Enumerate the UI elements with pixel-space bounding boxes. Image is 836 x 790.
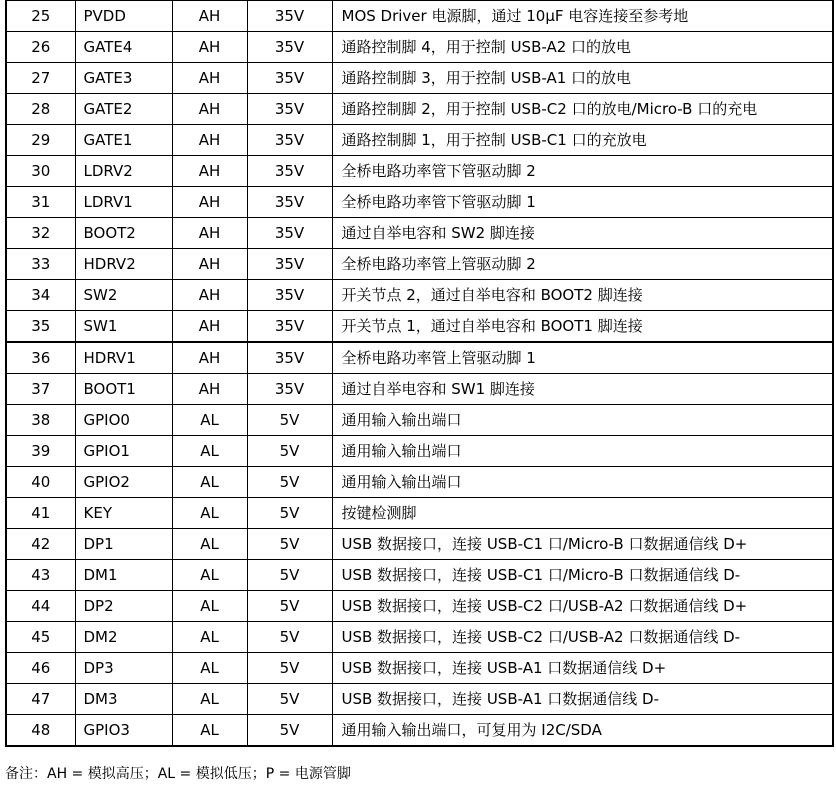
pin-description: 全桥电路功率管下管驱动脚 2 — [332, 156, 833, 187]
pin-type: AL — [172, 405, 247, 436]
pin-number: 43 — [6, 560, 75, 591]
pin-name: HDRV1 — [75, 342, 172, 374]
pin-description: 通用输入输出端口，可复用为 I2C/SDA — [332, 715, 833, 747]
pin-table-body — [6, 1, 833, 747]
table-row — [6, 1, 833, 32]
pin-voltage: 35V — [247, 94, 332, 125]
pin-name: GPIO3 — [75, 715, 172, 747]
pin-description: 通用输入输出端口 — [332, 405, 833, 436]
table-row — [6, 280, 833, 311]
pin-number: 40 — [6, 467, 75, 498]
table-row — [6, 32, 833, 63]
pin-number: 42 — [6, 529, 75, 560]
pin-voltage: 5V — [247, 684, 332, 715]
pin-number: 45 — [6, 622, 75, 653]
pin-description: USB 数据接口，连接 USB-C1 口/Micro-B 口数据通信线 D+ — [332, 529, 833, 560]
pin-name: LDRV2 — [75, 156, 172, 187]
pin-description: 开关节点 2，通过自举电容和 BOOT2 脚连接 — [332, 280, 833, 311]
pin-voltage: 5V — [247, 653, 332, 684]
pin-description: 开关节点 1，通过自举电容和 BOOT1 脚连接 — [332, 311, 833, 343]
pin-table — [5, 0, 834, 747]
pin-type: AH — [172, 156, 247, 187]
pin-description: MOS Driver 电源脚，通过 10μF 电容连接至参考地 — [332, 1, 833, 32]
pin-type: AL — [172, 529, 247, 560]
pin-description: 通过自举电容和 SW2 脚连接 — [332, 218, 833, 249]
pin-type: AL — [172, 436, 247, 467]
pin-name: HDRV2 — [75, 249, 172, 280]
pin-description: 通路控制脚 2，用于控制 USB-C2 口的放电/Micro-B 口的充电 — [332, 94, 833, 125]
table-row — [6, 622, 833, 653]
pin-type: AH — [172, 1, 247, 32]
table-row — [6, 405, 833, 436]
pin-name: BOOT1 — [75, 374, 172, 405]
pin-type: AL — [172, 591, 247, 622]
pin-name: DM3 — [75, 684, 172, 715]
pin-name: GATE1 — [75, 125, 172, 156]
pin-number: 30 — [6, 156, 75, 187]
pin-type: AH — [172, 374, 247, 405]
pin-voltage: 5V — [247, 715, 332, 747]
pin-number: 32 — [6, 218, 75, 249]
pin-number: 39 — [6, 436, 75, 467]
pin-description: USB 数据接口，连接 USB-A1 口数据通信线 D- — [332, 684, 833, 715]
table-row — [6, 311, 833, 343]
pin-description: 全桥电路功率管下管驱动脚 1 — [332, 187, 833, 218]
pin-voltage: 35V — [247, 125, 332, 156]
pin-type: AH — [172, 280, 247, 311]
pin-name: DM2 — [75, 622, 172, 653]
pin-type: AL — [172, 622, 247, 653]
pin-number: 48 — [6, 715, 75, 747]
pin-type: AH — [172, 249, 247, 280]
pin-type: AL — [172, 467, 247, 498]
pin-voltage: 35V — [247, 187, 332, 218]
pin-name: GATE2 — [75, 94, 172, 125]
pin-type: AH — [172, 187, 247, 218]
pin-type: AL — [172, 715, 247, 747]
pin-voltage: 35V — [247, 32, 332, 63]
table-row — [6, 653, 833, 684]
pin-description: 按键检测脚 — [332, 498, 833, 529]
pin-voltage: 5V — [247, 560, 332, 591]
pin-voltage: 35V — [247, 63, 332, 94]
pin-type: AH — [172, 94, 247, 125]
pin-description: 通过自举电容和 SW1 脚连接 — [332, 374, 833, 405]
pin-name: SW2 — [75, 280, 172, 311]
pin-name: DP3 — [75, 653, 172, 684]
pin-description: USB 数据接口，连接 USB-A1 口数据通信线 D+ — [332, 653, 833, 684]
pin-number: 37 — [6, 374, 75, 405]
pin-voltage: 5V — [247, 591, 332, 622]
pin-voltage: 35V — [247, 249, 332, 280]
pin-description: 通路控制脚 4，用于控制 USB-A2 口的放电 — [332, 32, 833, 63]
pin-name: PVDD — [75, 1, 172, 32]
pin-voltage: 5V — [247, 498, 332, 529]
pin-description: 通路控制脚 1，用于控制 USB-C1 口的充放电 — [332, 125, 833, 156]
table-row — [6, 560, 833, 591]
pin-type: AH — [172, 311, 247, 343]
pin-description: USB 数据接口，连接 USB-C2 口/USB-A2 口数据通信线 D+ — [332, 591, 833, 622]
table-row — [6, 187, 833, 218]
pin-voltage: 35V — [247, 1, 332, 32]
pin-voltage: 35V — [247, 218, 332, 249]
pin-number: 29 — [6, 125, 75, 156]
table-row — [6, 684, 833, 715]
pin-description: 通用输入输出端口 — [332, 467, 833, 498]
pin-description: 全桥电路功率管上管驱动脚 1 — [332, 342, 833, 374]
pin-voltage: 35V — [247, 280, 332, 311]
table-row — [6, 156, 833, 187]
pin-number: 44 — [6, 591, 75, 622]
pin-description: USB 数据接口，连接 USB-C2 口/USB-A2 口数据通信线 D- — [332, 622, 833, 653]
pin-type: AH — [172, 125, 247, 156]
table-row — [6, 125, 833, 156]
pin-type: AL — [172, 684, 247, 715]
pin-number: 25 — [6, 1, 75, 32]
pin-description: USB 数据接口，连接 USB-C1 口/Micro-B 口数据通信线 D- — [332, 560, 833, 591]
pin-voltage: 5V — [247, 622, 332, 653]
pin-voltage: 35V — [247, 374, 332, 405]
pin-voltage: 35V — [247, 342, 332, 374]
pin-voltage: 5V — [247, 436, 332, 467]
pin-number: 31 — [6, 187, 75, 218]
pin-name: GPIO1 — [75, 436, 172, 467]
pin-number: 28 — [6, 94, 75, 125]
pin-type: AL — [172, 560, 247, 591]
pin-name: GATE4 — [75, 32, 172, 63]
pin-voltage: 5V — [247, 529, 332, 560]
table-row — [6, 715, 833, 747]
pin-number: 34 — [6, 280, 75, 311]
pin-name: DP2 — [75, 591, 172, 622]
pin-voltage: 5V — [247, 467, 332, 498]
pin-number: 38 — [6, 405, 75, 436]
pin-voltage: 35V — [247, 156, 332, 187]
pin-description: 通用输入输出端口 — [332, 436, 833, 467]
table-row — [6, 342, 833, 374]
table-row — [6, 591, 833, 622]
pin-type: AL — [172, 653, 247, 684]
table-row — [6, 94, 833, 125]
pin-name: GATE3 — [75, 63, 172, 94]
table-row — [6, 249, 833, 280]
table-row — [6, 529, 833, 560]
pin-number: 36 — [6, 342, 75, 374]
pin-number: 47 — [6, 684, 75, 715]
pin-number: 26 — [6, 32, 75, 63]
pin-name: DM1 — [75, 560, 172, 591]
pin-name: LDRV1 — [75, 187, 172, 218]
table-row — [6, 436, 833, 467]
pin-type: AH — [172, 32, 247, 63]
pin-name: BOOT2 — [75, 218, 172, 249]
table-row — [6, 63, 833, 94]
table-row — [6, 218, 833, 249]
pin-type: AH — [172, 218, 247, 249]
pin-voltage: 35V — [247, 311, 332, 343]
pin-type: AH — [172, 63, 247, 94]
pin-number: 33 — [6, 249, 75, 280]
table-footnote: 备注：AH = 模拟高压；AL = 模拟低压；P = 电源管脚 — [5, 766, 351, 782]
pin-name: SW1 — [75, 311, 172, 343]
table-row — [6, 467, 833, 498]
pin-description: 通路控制脚 3，用于控制 USB-A1 口的放电 — [332, 63, 833, 94]
pin-name: GPIO0 — [75, 405, 172, 436]
pin-number: 27 — [6, 63, 75, 94]
pin-name: DP1 — [75, 529, 172, 560]
pin-name: KEY — [75, 498, 172, 529]
pin-number: 46 — [6, 653, 75, 684]
pin-number: 41 — [6, 498, 75, 529]
pin-name: GPIO2 — [75, 467, 172, 498]
table-row — [6, 374, 833, 405]
pin-type: AH — [172, 342, 247, 374]
pin-number: 35 — [6, 311, 75, 343]
pin-description: 全桥电路功率管上管驱动脚 2 — [332, 249, 833, 280]
pin-voltage: 5V — [247, 405, 332, 436]
table-row — [6, 498, 833, 529]
pin-type: AL — [172, 498, 247, 529]
